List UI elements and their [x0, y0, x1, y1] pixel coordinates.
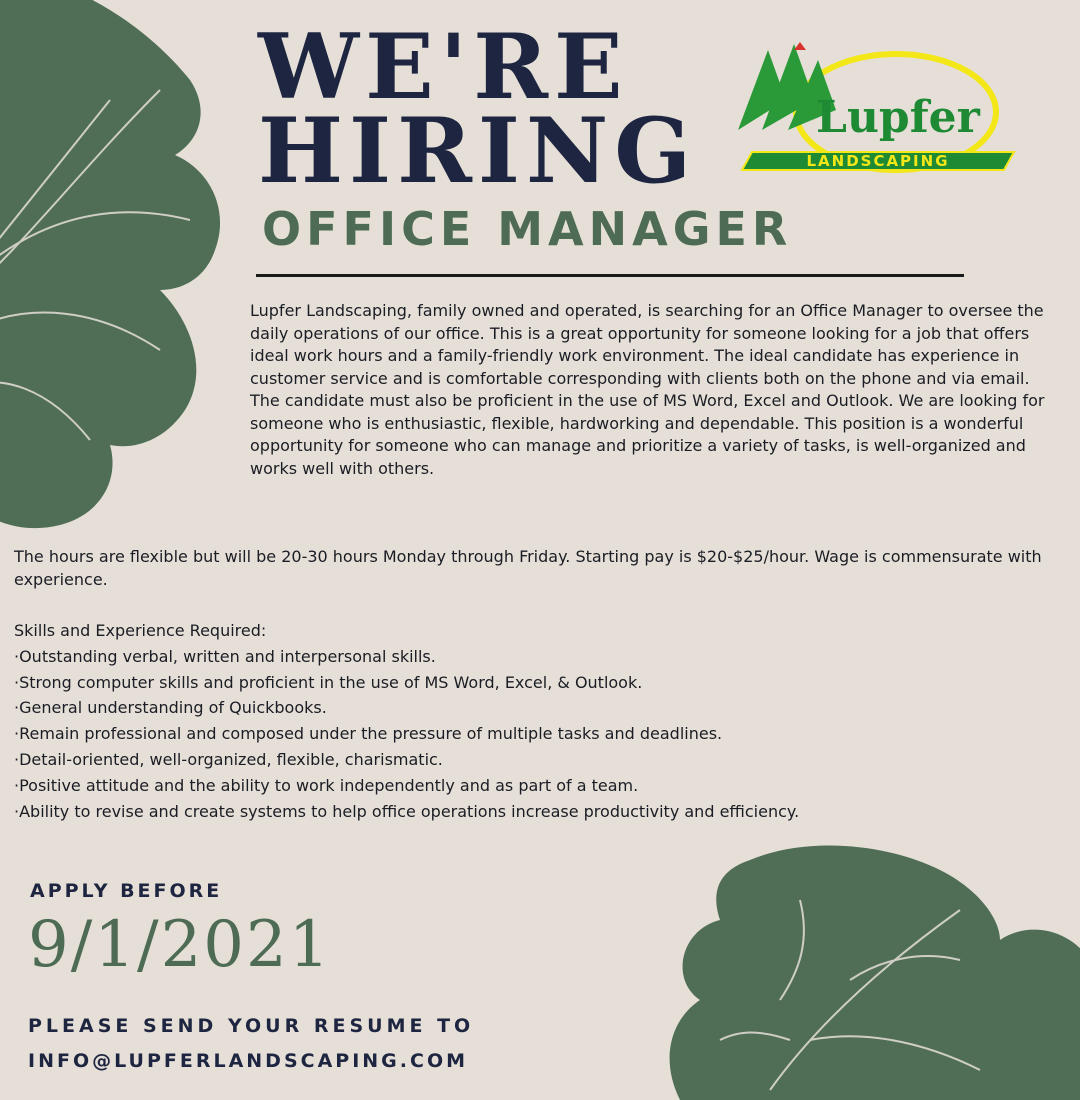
- apply-deadline-date: 9/1/2021: [28, 908, 332, 982]
- position-title: OFFICE MANAGER: [262, 202, 793, 256]
- intro-paragraph: Lupfer Landscaping, family owned and operated, is searching for an Office Manager to oversee the daily operations of our office. This is a great opportunity for someone looking for a job that offers ideal work hours and a family-friendly work environment. The ideal candidate has experience in customer service and is comfortable corresponding with clients both on the phone and via email. The candidate must also be proficient in the use of MS Word, Excel and Outlook. We are looking for someone who is enthusiastic, flexible, hardworking and dependable. This position is a wonderful opportunity for someone who can manage and prioritize a variety of tasks, is well-organized and works well with others.: [250, 301, 1045, 478]
- apply-before-label: APPLY BEFORE: [30, 880, 223, 902]
- list-item: ·Outstanding verbal, written and interpersonal skills.: [14, 646, 436, 666]
- skills-list: [14, 618, 1064, 824]
- list-item: ·Remain professional and composed under the pressure of multiple tasks and deadlines.: [14, 724, 723, 744]
- list-item: ·Detail-oriented, well-organized, flexible, charismatic.: [14, 749, 443, 769]
- skills-heading: Skills and Experience Required:: [14, 621, 267, 640]
- list-item: ·Ability to revise and create systems to help office operations increase productivity and efficiency.: [14, 801, 800, 821]
- logo-graphic: [736, 40, 1016, 180]
- resume-instruction: PLEASE SEND YOUR RESUME TO: [28, 1015, 475, 1037]
- monstera-leaf-bottom-icon: [660, 840, 1080, 1100]
- list-item: ·Positive attitude and the ability to work independently and as part of a team.: [14, 775, 639, 795]
- list-item: ·General understanding of Quickbooks.: [14, 698, 327, 718]
- divider: [256, 274, 964, 277]
- contact-email[interactable]: INFO@LUPFERLANDSCAPING.COM: [28, 1050, 469, 1072]
- logo-name: Lupfer: [816, 92, 980, 143]
- monstera-leaf-top-icon: [0, 0, 290, 530]
- headline-line-1: WE'RE: [258, 14, 629, 120]
- hours-paragraph: The hours are flexible but will be 20-30 hours Monday through Friday. Starting pay is $20-$25/hour. Wage is commensurate with experience.: [14, 547, 1042, 589]
- logo-tagline: LANDSCAPING: [806, 152, 950, 170]
- company-logo: [736, 40, 1016, 180]
- list-item: ·Strong computer skills and proficient in the use of MS Word, Excel, & Outlook.: [14, 672, 643, 692]
- headline-line-2: HIRING: [258, 98, 698, 204]
